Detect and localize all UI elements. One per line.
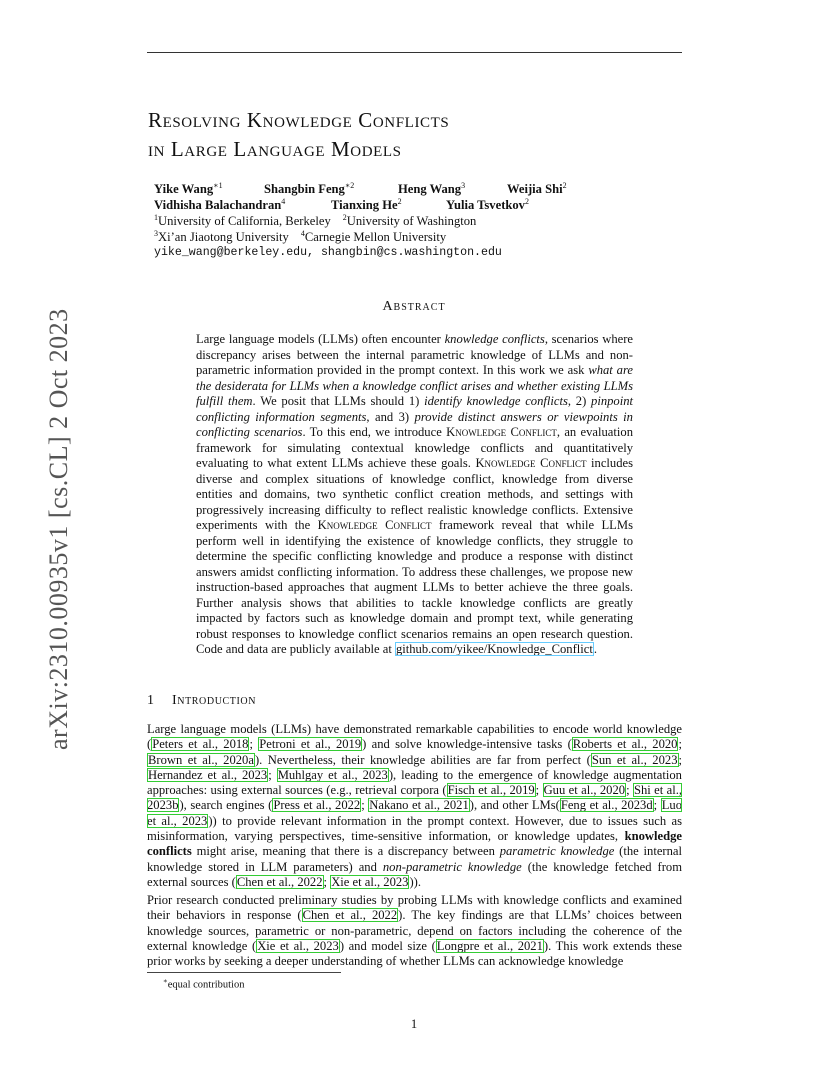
- citation-link[interactable]: Brown et al., 2020a: [148, 752, 254, 767]
- footnote: ∗equal contribution: [163, 977, 245, 991]
- affiliation: $^1$University of California, Berkeley: [154, 212, 331, 228]
- footnote-rule: [147, 972, 341, 973]
- citation-link[interactable]: Xie et al., 2023: [331, 874, 409, 889]
- affiliation: $^3$Xi’an Jiaotong University: [154, 228, 289, 244]
- author-name: Weijia Shi$^2$: [507, 180, 567, 196]
- citation-link[interactable]: Hernandez et al., 2023: [148, 767, 268, 782]
- page-number: 1: [410, 1017, 418, 1031]
- affiliation-line-2: [154, 229, 674, 245]
- author-name: Shangbin Feng$^{∗2}$: [264, 180, 355, 196]
- author-name: Yulia Tsvetkov$^2$: [446, 196, 529, 212]
- section-heading-introduction: [147, 693, 256, 709]
- section-title: Introduction: [172, 693, 257, 708]
- author-emails: yike_wang@berkeley.edu, shangbin@cs.washington.edu: [154, 246, 502, 259]
- citation-link[interactable]: Luo et al., 2023: [147, 798, 682, 828]
- citation-link[interactable]: Shi et al., 2023b: [147, 783, 682, 813]
- citation-link[interactable]: Guu et al., 2020: [543, 783, 626, 798]
- abstract-heading: Abstract: [382, 299, 446, 314]
- section-number: 1: [147, 693, 155, 708]
- intro-paragraph-1: Large language models (LLMs) have demonstrated remarkable capabilities to encode world knowledge (Peters et al., 2018; Petroni et al., 2019) and solve knowledge-intensive tasks (Roberts et al., 2020; Brown et al., 2020a). Nevertheless, their knowledge abilities are far from perfect (Sun et al., 2023; Hernandez et al., 2023; Muhlgay et al., 2023), leading to the emergence of knowledge augmentation approaches: using external sources (e.g., retrieval corpora (Fisch et al., 2019; Guu et al., 2020; Shi et al., 2023b), search engines (Press et al., 2022; Nakano et al., 2021), and other LMs(Feng et al., 2023d; Luo et al., 2023)) to provide relevant information in the prompt context. However, due to issues such as misinformation, varying perspectives, time-sensitive information, or knowledge updates, knowledge conflicts might arise, meaning that there is a discrepancy between parametric knowledge (the internal knowledge stored in LLM parameters) and non-parametric knowledge (the knowledge fetched from external sources (Chen et al., 2022; Xie et al., 2023)).: [147, 722, 683, 889]
- abstract-text: Large language models (LLMs) often encounter knowledge conflicts, scenarios where discrepancy arises between the internal parametric knowledge of LLMs and non-parametric information provided in the prompt context. In this work we ask what are the desiderata for LLMs when a knowledge conflict arises and whether existing LLMs fulfill them. We posit that LLMs should 1) identify knowledge conflicts, 2) pinpoint conflicting information segments, and 3) provide distinct answers or viewpoints in conflicting scenarios. To this end, we introduce Knowledge Conflict, an evaluation framework for simulating contextual knowledge conflicts and quantitatively evaluating to what extent LLMs achieve these goals. Knowledge Conflict includes diverse and complex situations of knowledge conflict, knowledge from diverse entities and domains, two synthetic conflict creation methods, and settings with progressively increasing difficulty to reflect realistic knowledge conflicts. Extensive experiments with the Knowledge Conflict framework reveal that while LLMs perform well in identifying the existence of knowledge conflicts, they struggle to determine the specific conflicting knowledge and produce a response with distinct answers amidst conflicting information. To address these challenges, we propose new instruction-based approaches that augment LLMs to better achieve the three goals. Further analysis shows that abilities to tackle knowledge conflicts are greatly impacted by factors such as knowledge domain and prompt text, while generating robust responses to knowledge conflict scenarios remains an open research question. Code and data are publicly available at github.com/yikee/Knowledge_Conflict.: [196, 332, 634, 656]
- affiliation: $^4$Carnegie Mellon University: [300, 228, 447, 244]
- title-line-2: in Large Language Models: [148, 137, 402, 161]
- author-name: Vidhisha Balachandran$^4$: [154, 196, 286, 212]
- affiliation: $^2$University of Washington: [342, 212, 477, 228]
- citation-link[interactable]: Peters et al., 2018: [152, 737, 249, 752]
- author-row-2: [154, 197, 674, 213]
- citation-link[interactable]: Press et al., 2022: [273, 798, 361, 813]
- citation-link[interactable]: Chen et al., 2022: [302, 908, 398, 923]
- author-block: [154, 181, 674, 261]
- code-link[interactable]: github.com/yikee/Knowledge_Conflict: [395, 642, 593, 656]
- title-line-1: Resolving Knowledge Conflicts: [148, 108, 450, 132]
- citation-link[interactable]: Longpre et al., 2021: [436, 938, 543, 953]
- citation-link[interactable]: Fisch et al., 2019: [447, 783, 535, 798]
- citation-link[interactable]: Roberts et al., 2020: [572, 737, 678, 752]
- intro-paragraph-2: Prior research conducted preliminary studies by probing LLMs with knowledge conflicts and examined their behaviors in response (Chen et al., 2022). The key findings are that LLMs’ choices between knowledge sources, parametric or non-parametric, depend on factors including the coherence of the external knowledge (Xie et al., 2023) and model size (Longpre et al., 2021). This work extends these prior works by seeking a deeper understanding of whether LLMs can acknowledge knowledge: [147, 893, 682, 969]
- author-name: Tianxing He$^2$: [331, 196, 402, 212]
- citation-link[interactable]: Feng et al., 2023d: [560, 798, 653, 813]
- arxiv-stamp: [36, 300, 76, 750]
- citation-link[interactable]: Nakano et al., 2021: [369, 798, 469, 813]
- citation-link[interactable]: Muhlgay et al., 2023: [277, 767, 388, 782]
- citation-link[interactable]: Sun et al., 2023: [591, 752, 678, 767]
- author-name: Yike Wang$^{∗1}$: [154, 180, 223, 196]
- citation-link[interactable]: Chen et al., 2022: [236, 874, 323, 889]
- paper-title: [148, 106, 449, 164]
- author-row-1: [154, 181, 674, 197]
- citation-link[interactable]: Petroni et al., 2019: [259, 737, 362, 752]
- top-rule: [147, 52, 682, 53]
- arxiv-id: arXiv:2310.00935v1 [cs.CL] 2 Oct 2023: [44, 308, 73, 750]
- citation-link[interactable]: Xie et al., 2023: [257, 938, 339, 953]
- affiliation-line-1: [154, 213, 674, 229]
- author-name: Heng Wang$^3$: [398, 180, 466, 196]
